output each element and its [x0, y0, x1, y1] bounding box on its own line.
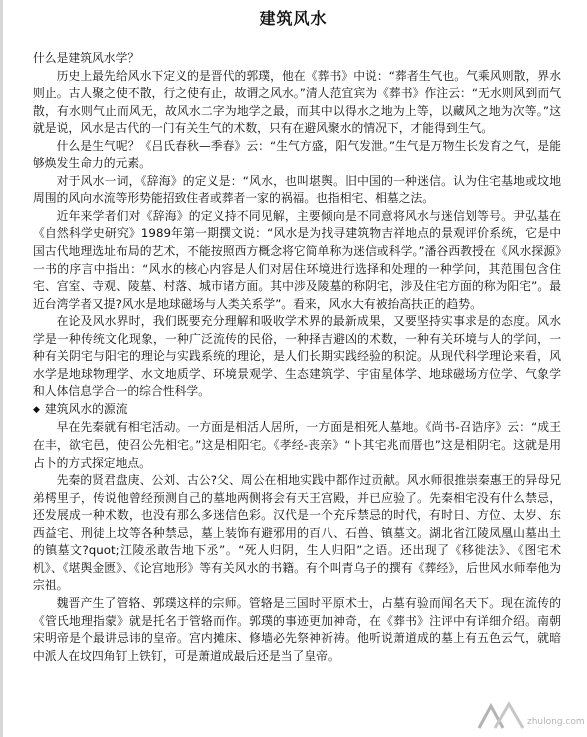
- paragraph-scholars: 近年来学者们对《辞海》的定义持不同见解，主要倾向是不同意将风水与迷信划等号。尹弘基在《自然科学史研究》1989年第一期撰文说：“风水是为找寻建筑物吉祥地点的景观评价系统，它是中国古代地理选址布局的艺术，不能按照西方概念将它简单称为迷信或科学。”潘谷西教授在《风水探源》一书的序言中指出：“风水的核心内容是人们对居住环境进行选择和处理的一种学问，其范围包含住宅、宫室、寺观、陵墓、村落、城市诸方面。其中涉及陵墓的称阴宅，涉及住宅方面的称为阳宅”。最近台湾学者又提?风水是地球磁场与人类关系学”。看来，风水大有被抬高扶正的趋势。: [33, 208, 561, 311]
- question-heading: 什么是建筑风水学？: [33, 51, 140, 65]
- section-heading-origins: [33, 401, 561, 420]
- watermark-mark-right: [495, 704, 523, 728]
- paragraph-definition: 历史上最先给风水下定义的是晋代的郭璞，他在《葬书》中说：“葬者生气也。气乘风则散，界水则止。古人聚之使不散，行之使有止，故谓之风水。”清人范宜宾为《葬书》作注云：“无水则风到而气散，有水则气止而风无，故风水二字为地学之最，而其中以得水之地为上等，以藏风之地为次等。”这就是说，风水是古代的一门有关生气的术数，只有在避风聚水的情况下，才能得到生气。: [33, 68, 561, 136]
- paragraph-han-taboos: 先秦的贤君盘庚、公刘、古公?父、周公在相地实践中都作过贡献。风水师很推崇秦惠王的异母兄弟樗里子，传说他曾经预测自己的墓地两侧将会有天王宫殿，并已应验了。先秦相宅没有什么禁忌，还发展成一种术数，也没有那么多迷信色彩。汉代是一个充斥禁忌的时代，有时日、方位、太岁、东西益宅、刑徒上坟等各种禁忌，墓上装饰有避邪用的百八、石兽、镇墓文。湖北省江陵凤凰山墓出土的镇墓文?quot;江陵丞敢告地下丞”。“死人归阴，生人归阳”之语。还出现了《移徙法》、《图宅术机》、《堪舆金匮》、《论宫地形》等有关风水的书籍。有个叫青乌子的撰有《葬经》，后世风水师奉他为宗祖。: [33, 473, 561, 593]
- section-heading-text: 建筑风水的源流: [44, 401, 128, 416]
- diamond-bullet-icon: ◆: [33, 404, 40, 415]
- watermark-logo: [473, 698, 585, 734]
- page-left-edge: [0, 0, 3, 737]
- paragraph-pre-qin: 早在先秦就有相宅活动。一方面是相活人居所，一方面是相死人墓地。《尚书-召诰序》云：“成王在丰，欲宅邑，使召公先相宅。”这是相阳宅。《孝经-丧亲》“卜其宅兆而厝也”这是相阴宅。这就是用占卜的方式探定地点。: [33, 420, 561, 470]
- paragraph-cihai: 对于风水一词，《辞海》的定义是：“风水，也叫堪舆。旧中国的一种迷信。认为住宅基地或坟地周围的风向水流等形势能招致住者或葬者一家的祸福。也指相宅、相墓之法。: [33, 173, 561, 206]
- page-title: 建筑风水: [259, 9, 328, 28]
- document-body: [33, 50, 561, 665]
- watermark-mark-left: [479, 706, 503, 728]
- paragraph-wei-jin: 魏晋产生了管辂、郭璞这样的宗师。管辂是三国时平原术士，占墓有验而闻名天下。现在流传的《管氏地理指蒙》就是托名于管辂而作。郭璞的事迹更加神奇，在《葬书》注评中有详细介绍。南朝宋明帝是个最讲忌讳的皇帝。宫内摊床、修墙必先祭神祈祷。他听说萧道成的墓上有五色云气，就暗中派人在坟四角钉上铁钉，可是萧道成最后还是当了皇帝。: [33, 595, 561, 663]
- paragraph-shengqi: 什么是生气呢？《吕氏春秋—季春》云：“生气方盛，阳气发泄。”生气是万物生长发育之气，是能够焕发生命力的元素。: [33, 138, 561, 171]
- paragraph-fengshui-science: 在论及风水界时，我们既要充分理解和吸收学术界的最新成果，又要坚持实事求是的态度。风水学是一种传统文化现象，一种广泛流传的民俗，一种择吉避凶的术数，一种有关环境与人的学问，一种有关阴宅与阳宅的理论与实践系统的理论，是人们长期实践经验的积淀。从现代科学理论来看，风水学是地球物理学、水文地质学、环境景观学、生态建筑学、宇宙星体学、地球磁场方位学、气象学和人体信息学合一的综合性科学。: [33, 314, 561, 399]
- watermark-text: zhulong.com: [527, 717, 585, 727]
